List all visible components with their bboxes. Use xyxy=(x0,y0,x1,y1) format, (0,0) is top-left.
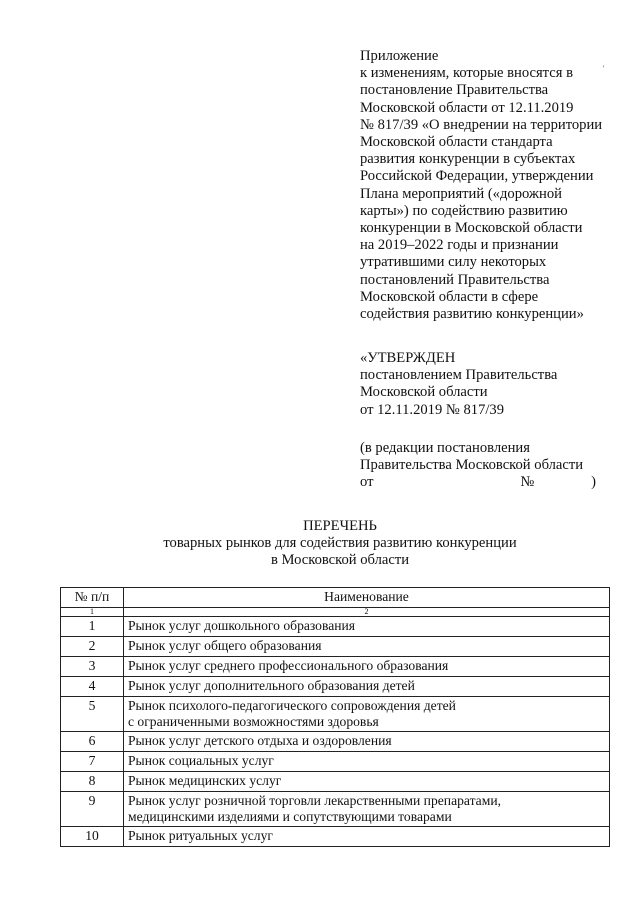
appendix-line: Приложение xyxy=(360,48,439,64)
row-number: 4 xyxy=(61,677,124,697)
table-row xyxy=(61,827,610,847)
row-name-line: Рынок услуг среднего профессионального образования xyxy=(128,658,449,673)
row-name-line: Рынок услуг дополнительного образования детей xyxy=(128,678,415,693)
row-name xyxy=(124,657,610,677)
appendix-line: Российской Федерации, утверждении xyxy=(360,168,594,185)
row-name-line: Рынок услуг общего образования xyxy=(128,638,322,653)
edition-line: Правительства Московской области xyxy=(360,457,584,474)
row-number: 9 xyxy=(61,792,124,827)
appendix-line: конкуренции в Московской области xyxy=(360,220,583,237)
row-number: 3 xyxy=(61,657,124,677)
row-number: 10 xyxy=(61,827,124,847)
edition-close: ) xyxy=(591,474,596,491)
table-row xyxy=(61,732,610,752)
row-name-line: Рынок услуг дошкольного образования xyxy=(128,618,356,633)
row-name xyxy=(124,772,610,792)
edition-number-sign: № xyxy=(520,474,535,491)
appendix-line: развития конкуренции в субъектах xyxy=(360,151,576,168)
appendix-line: Московской области от 12.11.2019 xyxy=(360,99,574,116)
row-name-line: с ограниченными возможностями здоровья xyxy=(128,714,379,729)
appendix-line: Московской области стандарта xyxy=(360,134,553,151)
table-row xyxy=(61,677,610,697)
row-name-line: Рынок медицинских услуг xyxy=(128,773,282,788)
table-row xyxy=(61,752,610,772)
list-subtitle-region: в Московской области xyxy=(270,552,410,569)
approval-line: постановлением Правительства xyxy=(360,367,558,384)
header-name: Наименование xyxy=(124,588,610,608)
row-name xyxy=(124,697,610,732)
edition-block xyxy=(360,440,620,492)
list-subtitle: товарных рынков для содействия развитию конкуренции xyxy=(163,535,517,552)
row-name xyxy=(124,732,610,752)
list-title xyxy=(40,518,640,570)
table-row xyxy=(61,657,610,677)
row-name xyxy=(124,677,610,697)
table-row xyxy=(61,792,610,827)
corner-mark: ' xyxy=(603,64,605,73)
row-number: 7 xyxy=(61,752,124,772)
row-name xyxy=(124,792,610,827)
appendix-line: Плана мероприятий («дорожной xyxy=(360,185,562,202)
row-number: 8 xyxy=(61,772,124,792)
approval-block xyxy=(360,350,630,419)
appendix-line: постановлений Правительства xyxy=(360,271,550,288)
row-name-line: Рынок услуг розничной торговли лекарственными препаратами, xyxy=(128,793,501,808)
approval-line: от 12.11.2019 № 817/39 xyxy=(360,401,505,418)
appendix-line: на 2019–2022 годы и признании xyxy=(360,237,559,254)
appendix-line: содействия развитию конкуренции» xyxy=(360,306,584,323)
row-number: 5 xyxy=(61,697,124,732)
row-name-line: Рынок услуг детского отдыха и оздоровления xyxy=(128,733,392,748)
approval-line: Московской области xyxy=(360,384,488,401)
edition-blank-line xyxy=(360,474,596,491)
edition-line: (в редакции постановления xyxy=(360,440,530,456)
row-name-line: Рынок социальных услуг xyxy=(128,753,274,768)
row-name xyxy=(124,617,610,637)
row-name xyxy=(124,827,610,847)
table-row xyxy=(61,772,610,792)
row-name xyxy=(124,637,610,657)
row-name-line: Рынок психолого-педагогического сопровождения детей xyxy=(128,698,456,713)
row-name-line: Рынок ритуальных услуг xyxy=(128,828,273,843)
header-number: № п/п xyxy=(61,588,124,608)
appendix-line: к изменениям, которые вносятся в xyxy=(360,65,573,82)
appendix-header xyxy=(360,48,630,323)
appendix-line: утратившими силу некоторых xyxy=(360,254,547,271)
table-header-row xyxy=(61,588,610,608)
markets-table xyxy=(60,587,610,847)
list-heading: ПЕРЕЧЕНЬ xyxy=(303,518,377,534)
column-index: 2 xyxy=(124,608,610,617)
edition-from: от xyxy=(360,474,374,491)
column-index: 1 xyxy=(61,608,124,617)
appendix-line: № 817/39 «О внедрении на территории xyxy=(360,116,603,133)
table-row xyxy=(61,697,610,732)
table-row xyxy=(61,637,610,657)
approval-line: «УТВЕРЖДЕН xyxy=(360,350,456,366)
row-number: 1 xyxy=(61,617,124,637)
row-number: 2 xyxy=(61,637,124,657)
row-name-line: медицинскими изделиями и сопутствующими товарами xyxy=(128,809,452,824)
column-index-row xyxy=(61,608,610,617)
appendix-line: карты») по содействию развитию xyxy=(360,202,568,219)
row-name xyxy=(124,752,610,772)
appendix-line: постановление Правительства xyxy=(360,82,549,99)
table-row xyxy=(61,617,610,637)
appendix-line: Московской области в сфере xyxy=(360,288,539,305)
row-number: 6 xyxy=(61,732,124,752)
